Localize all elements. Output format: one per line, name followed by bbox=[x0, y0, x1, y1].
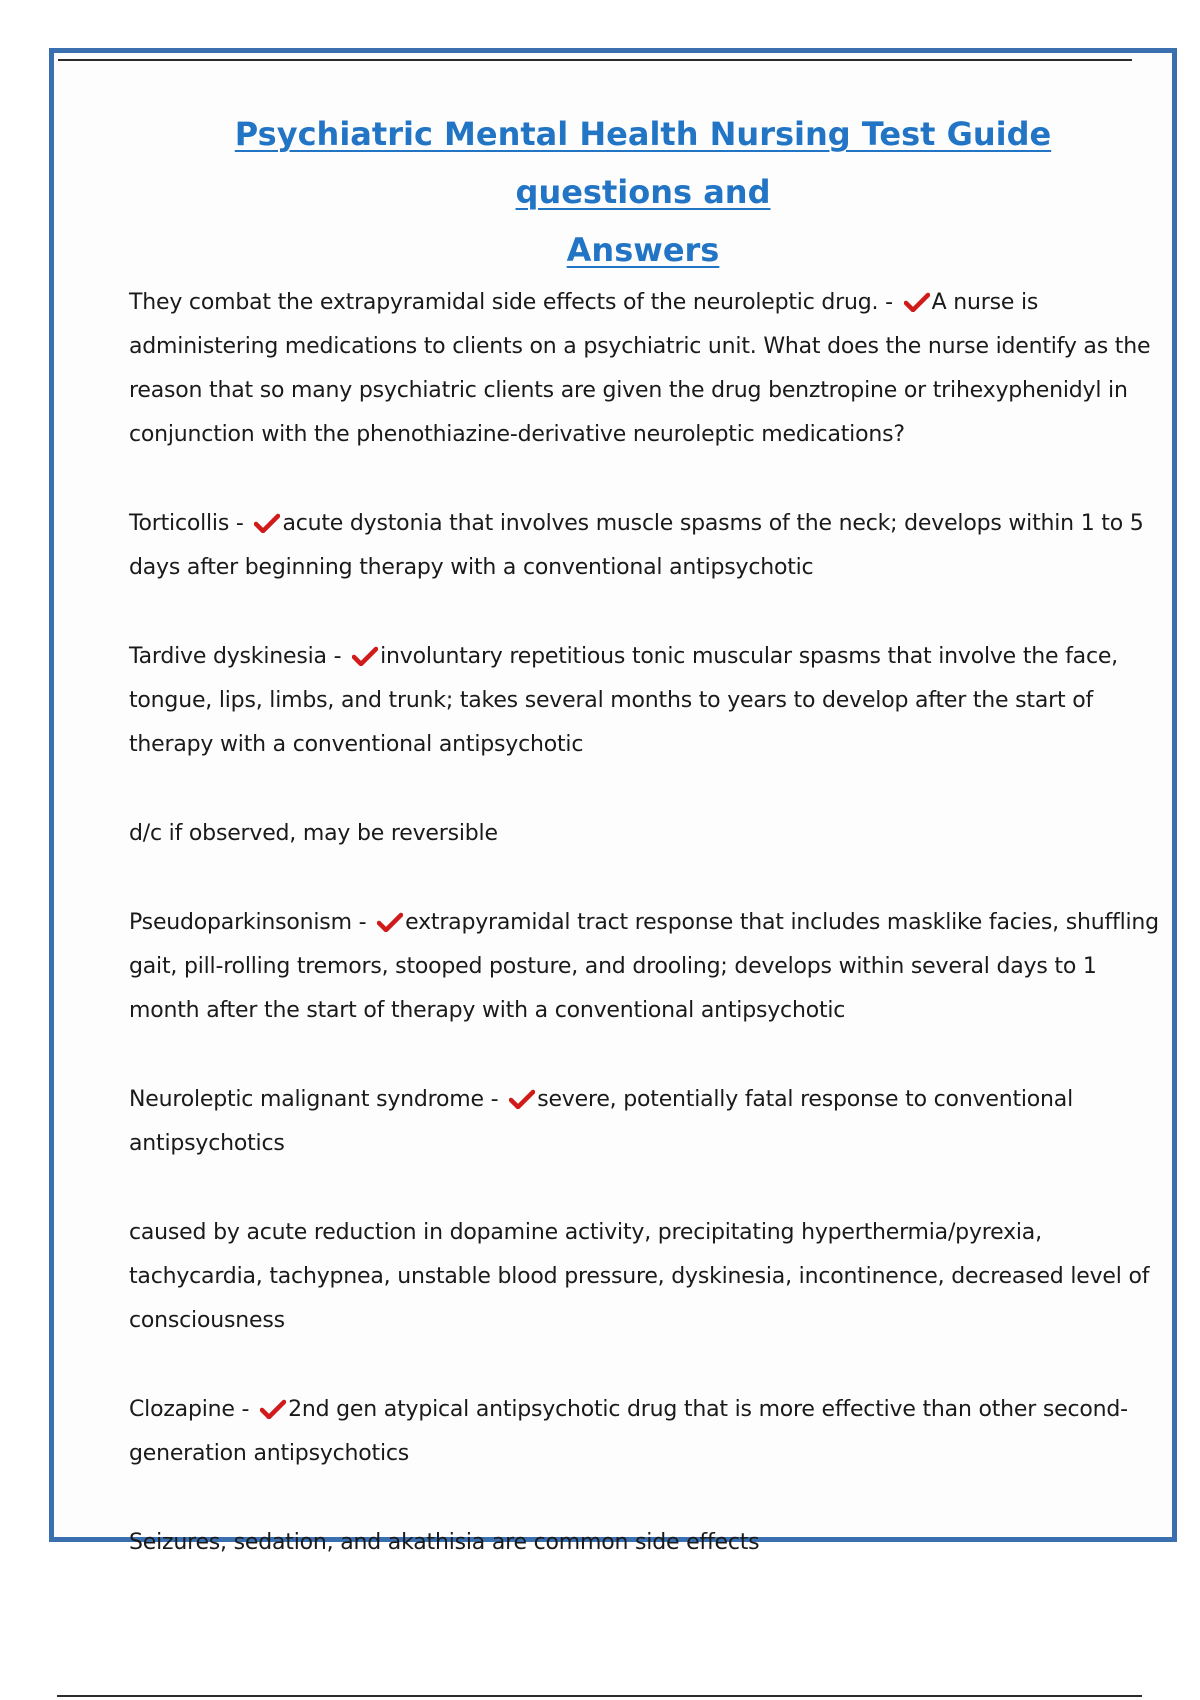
qa-entry bbox=[129, 281, 1160, 457]
note-text: Seizures, sedation, and akathisia are common side effects bbox=[129, 1530, 760, 1555]
red-checkmark-icon bbox=[509, 1089, 535, 1109]
qa-entry bbox=[129, 901, 1160, 1033]
note-text: caused by acute reduction in dopamine activity, precipitating hyperthermia/pyrexia, tachycardia, tachypnea, unstable blood pressure, dyskinesia, incontinence, decreased level of consciousness bbox=[129, 1220, 1150, 1333]
entry-term: Neuroleptic malignant syndrome - bbox=[129, 1087, 499, 1112]
entry-definition: extrapyramidal tract response that includes masklike facies, shuffling gait, pill-rolling tremors, stooped posture, and drooling; develops within several days to 1 month after the start of therapy with a conventional antipsychotic bbox=[129, 910, 1159, 1023]
entry-definition: involuntary repetitious tonic muscular spasms that involve the face, tongue, lips, limbs, and trunk; takes several months to years to develop after the start of therapy with a conventional antipsychotic bbox=[129, 644, 1118, 757]
red-checkmark-icon bbox=[377, 912, 403, 932]
red-checkmark-icon bbox=[254, 513, 280, 533]
qa-content bbox=[129, 281, 1160, 1610]
red-checkmark-icon bbox=[904, 292, 930, 312]
qa-entry bbox=[129, 1388, 1160, 1476]
top-rule bbox=[58, 59, 1132, 61]
entry-term: Clozapine - bbox=[129, 1397, 250, 1422]
qa-note bbox=[129, 1211, 1160, 1343]
entry-term: They combat the extrapyramidal side effects of the neuroleptic drug. - bbox=[129, 290, 893, 315]
document-title bbox=[154, 105, 1132, 279]
entry-term: Torticollis - bbox=[129, 511, 244, 536]
entry-definition: severe, potentially fatal response to conventional antipsychotics bbox=[129, 1087, 1073, 1156]
entry-term: Pseudoparkinsonism - bbox=[129, 910, 367, 935]
qa-entry bbox=[129, 1078, 1160, 1166]
red-checkmark-icon bbox=[352, 646, 378, 666]
qa-note bbox=[129, 1521, 1160, 1565]
note-text: d/c if observed, may be reversible bbox=[129, 821, 498, 846]
qa-entry bbox=[129, 502, 1160, 590]
entry-definition: A nurse is administering medications to clients on a psychiatric unit. What does the nurse identify as the reason that so many psychiatric clients are given the drug benztropine or trihexyphenidyl in conjunction with the phenothiazine-derivative neuroleptic medications? bbox=[129, 290, 1151, 447]
page-bottom-rule bbox=[57, 1695, 1142, 1697]
qa-note bbox=[129, 812, 1160, 856]
entry-definition: acute dystonia that involves muscle spasms of the neck; develops within 1 to 5 days after beginning therapy with a conventional antipsychotic bbox=[129, 511, 1144, 580]
document-frame bbox=[49, 48, 1177, 1555]
title-line-2: Answers bbox=[566, 231, 720, 269]
title-line-1: Psychiatric Mental Health Nursing Test Guide questions and bbox=[234, 115, 1052, 211]
entry-term: Tardive dyskinesia - bbox=[129, 644, 342, 669]
qa-entry bbox=[129, 635, 1160, 767]
red-checkmark-icon bbox=[260, 1399, 286, 1419]
entry-definition: 2nd gen atypical antipsychotic drug that is more effective than other second-generation antipsychotics bbox=[129, 1397, 1128, 1466]
